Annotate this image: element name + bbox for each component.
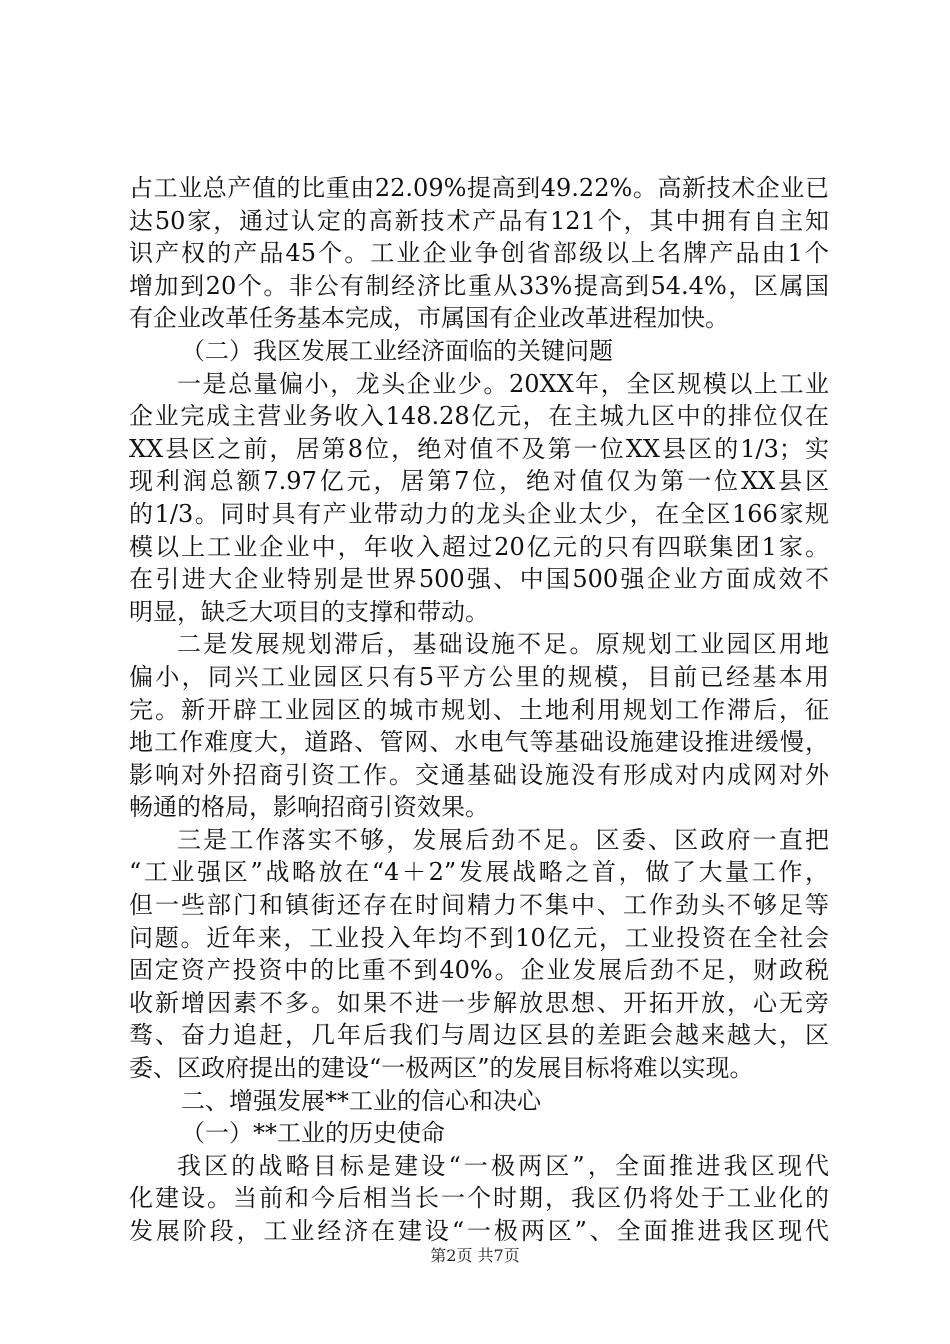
text-line: 完。新开辟工业园区的城市规划、土地利用规划工作滞后，征 bbox=[129, 695, 829, 724]
text-line: 发展阶段，工业经济在建设“一极两区”、全面推进我区现代 bbox=[129, 1217, 829, 1245]
text-line: 识产权的产品45个。工业企业争创省部级以上名牌产品由1个 bbox=[129, 239, 829, 268]
document-body bbox=[129, 172, 829, 1248]
text-line: 地工作难度大，道路、管网、水电气等基础设施建设推进缓慢， bbox=[129, 728, 829, 757]
section-heading: 二、增强发展**工业的信心和决心 bbox=[181, 1086, 541, 1115]
text-line: 我区的战略目标是建设“一极两区”，全面推进我区现代 bbox=[177, 1151, 829, 1180]
text-line: 收新增因素不多。如果不进一步解放思想、开拓开放，心无旁 bbox=[129, 988, 829, 1017]
text-line: 一是总量偏小，龙头企业少。20XX年，全区规模以上工业 bbox=[177, 369, 829, 398]
text-line: 委、区政府提出的建设“一极两区”的发展目标将难以实现。 bbox=[129, 1054, 754, 1083]
text-line: 企业完成主营业务收入148.28亿元，在主城九区中的排位仅在 bbox=[129, 402, 829, 431]
text-line: 影响对外招商引资工作。交通基础设施没有形成对内成网对外 bbox=[129, 760, 829, 789]
text-line: 问题。近年来，工业投入年均不到10亿元，工业投资在全社会 bbox=[129, 923, 829, 952]
text-line: 固定资产投资中的比重不到40%。企业发展后劲不足，财政税 bbox=[129, 956, 829, 985]
text-line: XX县区之前，居第8位，绝对值不及第一位XX县区的1/3；实 bbox=[129, 434, 829, 463]
page-footer: 第2页 共7页 bbox=[430, 1246, 520, 1265]
text-line: 增加到20个。非公有制经济比重从33%提高到54.4%，区属国 bbox=[129, 271, 829, 300]
text-line: 骛、奋力追赶，几年后我们与周边区县的差距会越来越大，区 bbox=[129, 1021, 829, 1050]
text-line: 畅通的格局，影响招商引资效果。 bbox=[129, 793, 489, 822]
text-line: 现利润总额7.97亿元，居第7位，绝对值仅为第一位XX县区 bbox=[129, 467, 829, 496]
text-line: 达50家，通过认定的高新技术产品有121个，其中拥有自主知 bbox=[129, 206, 829, 235]
text-line: 明显，缺乏大项目的支撑和带动。 bbox=[129, 597, 489, 626]
text-line: 的1/3。同时具有产业带动力的龙头企业太少，在全区166家规 bbox=[129, 499, 829, 528]
text-line: 化建设。当前和今后相当长一个时期，我区仍将处于工业化的 bbox=[129, 1184, 829, 1213]
text-line: 在引进大企业特别是世界500强、中国500强企业方面成效不 bbox=[129, 565, 829, 594]
section-heading: （二）我区发展工业经济面临的关键问题 bbox=[181, 336, 613, 365]
text-line: 模以上工业企业中，年收入超过20亿元的只有四联集团1家。 bbox=[129, 532, 829, 561]
text-line: “工业强区”战略放在“4＋2”发展战略之首，做了大量工作， bbox=[129, 858, 829, 887]
text-line: 占工业总产值的比重由22.09%提高到49.22%。高新技术企业已 bbox=[129, 174, 829, 202]
text-line: 二是发展规划滞后，基础设施不足。原规划工业园区用地 bbox=[177, 630, 829, 659]
section-heading: （一）**工业的历史使命 bbox=[181, 1119, 445, 1148]
text-line: 但一些部门和镇街还存在时间精力不集中、工作劲头不够足等 bbox=[129, 891, 829, 920]
text-line: 三是工作落实不够，发展后劲不足。区委、区政府一直把 bbox=[177, 825, 829, 854]
text-line: 有企业改革任务基本完成，市属国有企业改革进程加快。 bbox=[129, 304, 729, 333]
text-line: 偏小，同兴工业园区只有5平方公里的规模，目前已经基本用 bbox=[129, 662, 829, 691]
